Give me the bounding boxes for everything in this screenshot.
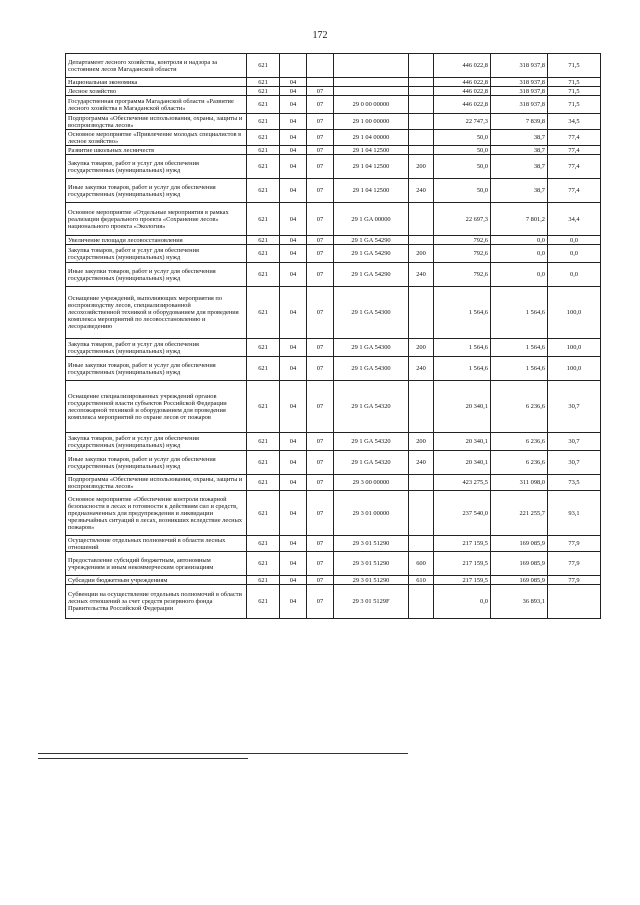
cell-subsection: 07: [307, 475, 334, 491]
cell-target: 29 1 GA 54320: [334, 433, 409, 451]
cell-section: 04: [280, 179, 307, 203]
cell-section: 04: [280, 78, 307, 87]
cell-executed: 318 937,8: [491, 78, 548, 87]
cell-subsection: 07: [307, 585, 334, 619]
cell-ministry: 621: [247, 451, 280, 475]
cell-target: 29 3 00 00000: [334, 475, 409, 491]
cell-expense: 240: [409, 451, 434, 475]
cell-ministry: 621: [247, 585, 280, 619]
cell-executed: 7 839,8: [491, 114, 548, 130]
cell-target: 29 3 01 00000: [334, 491, 409, 536]
cell-section: 04: [280, 114, 307, 130]
cell-ministry: 621: [247, 552, 280, 576]
cell-section: 04: [280, 203, 307, 236]
cell-planned: 1 564,6: [434, 357, 491, 381]
cell-expense: 200: [409, 245, 434, 263]
cell-planned: 22 697,3: [434, 203, 491, 236]
cell-planned: 792,6: [434, 245, 491, 263]
cell-expense: [409, 130, 434, 146]
cell-subsection: 07: [307, 87, 334, 96]
cell-executed: 36 893,1: [491, 585, 548, 619]
cell-ministry: 621: [247, 491, 280, 536]
cell-target: 29 1 GA 54300: [334, 287, 409, 339]
cell-percent: 71,5: [548, 54, 601, 78]
cell-expense: [409, 114, 434, 130]
cell-executed: 169 085,9: [491, 576, 548, 585]
cell-percent: 30,7: [548, 381, 601, 433]
bottom-rule: [38, 753, 408, 754]
cell-target: 29 1 GA 54290: [334, 236, 409, 245]
cell-expense: [409, 475, 434, 491]
cell-name: Субвенции на осуществление отдельных полномочий в области лесных отношений за счет средств резервного фонда Правительства Российской Федерации: [66, 585, 247, 619]
table-row: [66, 585, 601, 619]
table-row: [66, 339, 601, 357]
cell-planned: 237 540,0: [434, 491, 491, 536]
cell-planned: 0,0: [434, 585, 491, 619]
cell-name: Увеличение площади лесовосстановления: [66, 236, 247, 245]
cell-subsection: 07: [307, 357, 334, 381]
cell-planned: 217 159,5: [434, 536, 491, 552]
cell-percent: 71,5: [548, 96, 601, 114]
cell-percent: 77,4: [548, 130, 601, 146]
table-row: [66, 287, 601, 339]
cell-target: 29 3 01 51290: [334, 576, 409, 585]
cell-expense: [409, 536, 434, 552]
cell-executed: 1 564,6: [491, 287, 548, 339]
cell-section: 04: [280, 475, 307, 491]
cell-executed: 318 937,8: [491, 87, 548, 96]
cell-planned: 20 340,1: [434, 451, 491, 475]
cell-expense: [409, 96, 434, 114]
cell-expense: [409, 491, 434, 536]
cell-subsection: [307, 78, 334, 87]
cell-planned: 446 022,8: [434, 87, 491, 96]
cell-name: Основное мероприятие «Привлечение молодых специалистов в лесное хозяйство»: [66, 130, 247, 146]
table-row: [66, 576, 601, 585]
cell-subsection: 07: [307, 536, 334, 552]
cell-section: 04: [280, 96, 307, 114]
cell-ministry: 621: [247, 536, 280, 552]
cell-section: 04: [280, 263, 307, 287]
cell-section: 04: [280, 146, 307, 155]
cell-expense: 200: [409, 433, 434, 451]
cell-executed: 0,0: [491, 263, 548, 287]
cell-subsection: 07: [307, 114, 334, 130]
cell-target: 29 3 01 51290: [334, 536, 409, 552]
cell-name: Оснащение специализированных учреждений органов государственной власти субъектов Российской Федерации лесопожарной техникой и оборудованием для проведения комплекса мероприятий по охране лесов от пожаров: [66, 381, 247, 433]
cell-ministry: 621: [247, 381, 280, 433]
cell-planned: 1 564,6: [434, 339, 491, 357]
cell-executed: 6 236,6: [491, 381, 548, 433]
table-row: [66, 433, 601, 451]
cell-target: 29 1 00 00000: [334, 114, 409, 130]
cell-executed: 6 236,6: [491, 433, 548, 451]
cell-name: Национальная экономика: [66, 78, 247, 87]
cell-name: Основное мероприятие «Обеспечение контроля пожарной безопасности в лесах и готовности к действиям сил и средств, предназначенных для предупреждения и ликвидации чрезвычайных ситуаций в лесах, возникших вследствие лесных пожаров»: [66, 491, 247, 536]
cell-target: 29 1 GA 00000: [334, 203, 409, 236]
cell-percent: 77,4: [548, 155, 601, 179]
cell-name: Департамент лесного хозяйства, контроля и надзора за состоянием лесов Магаданской области: [66, 54, 247, 78]
cell-planned: 217 159,5: [434, 552, 491, 576]
cell-ministry: 621: [247, 87, 280, 96]
cell-subsection: 07: [307, 146, 334, 155]
cell-expense: [409, 381, 434, 433]
cell-planned: 217 159,5: [434, 576, 491, 585]
cell-executed: 38,7: [491, 155, 548, 179]
cell-planned: 446 022,8: [434, 96, 491, 114]
cell-executed: 38,7: [491, 130, 548, 146]
cell-planned: 1 564,6: [434, 287, 491, 339]
cell-percent: 0,0: [548, 236, 601, 245]
cell-expense: [409, 146, 434, 155]
cell-planned: 792,6: [434, 236, 491, 245]
cell-ministry: 621: [247, 146, 280, 155]
cell-name: Закупка товаров, работ и услуг для обеспечения государственных (муниципальных) нужд: [66, 155, 247, 179]
table-row: [66, 263, 601, 287]
cell-section: 04: [280, 433, 307, 451]
cell-subsection: 07: [307, 155, 334, 179]
cell-section: 04: [280, 381, 307, 433]
page-number: 172: [312, 30, 328, 41]
cell-section: 04: [280, 236, 307, 245]
cell-target: 29 1 GA 54320: [334, 381, 409, 433]
cell-subsection: 07: [307, 552, 334, 576]
table-row: [66, 130, 601, 146]
cell-executed: 6 236,6: [491, 451, 548, 475]
cell-percent: 71,5: [548, 87, 601, 96]
cell-executed: 1 564,6: [491, 357, 548, 381]
cell-name: Закупка товаров, работ и услуг для обеспечения государственных (муниципальных) нужд: [66, 245, 247, 263]
cell-planned: 20 340,1: [434, 381, 491, 433]
table-row: [66, 536, 601, 552]
cell-ministry: 621: [247, 236, 280, 245]
cell-subsection: 07: [307, 203, 334, 236]
cell-ministry: 621: [247, 433, 280, 451]
cell-target: 29 1 04 00000: [334, 130, 409, 146]
cell-name: Иные закупки товаров, работ и услуг для обеспечения государственных (муниципальных) нужд: [66, 179, 247, 203]
cell-target: 29 1 GA 54300: [334, 357, 409, 381]
cell-ministry: 621: [247, 130, 280, 146]
cell-subsection: 07: [307, 339, 334, 357]
cell-target: 29 1 04 12500: [334, 155, 409, 179]
cell-expense: 600: [409, 552, 434, 576]
cell-percent: 71,5: [548, 78, 601, 87]
cell-target: [334, 54, 409, 78]
cell-ministry: 621: [247, 114, 280, 130]
table-row: [66, 87, 601, 96]
cell-expense: 240: [409, 357, 434, 381]
cell-name: Иные закупки товаров, работ и услуг для обеспечения государственных (муниципальных) нужд: [66, 357, 247, 381]
cell-planned: 446 022,8: [434, 78, 491, 87]
cell-expense: 200: [409, 155, 434, 179]
cell-subsection: 07: [307, 491, 334, 536]
cell-executed: 318 937,8: [491, 96, 548, 114]
cell-name: Подпрограмма «Обеспечение использования, охраны, защиты и воспроизводства лесов»: [66, 475, 247, 491]
budget-table: [65, 53, 601, 619]
cell-name: Осуществление отдельных полномочий в области лесных отношений: [66, 536, 247, 552]
cell-name: Развитие школьных лесничеств: [66, 146, 247, 155]
cell-target: [334, 78, 409, 87]
cell-section: 04: [280, 536, 307, 552]
cell-planned: 20 340,1: [434, 433, 491, 451]
cell-section: 04: [280, 130, 307, 146]
cell-section: 04: [280, 585, 307, 619]
cell-ministry: 621: [247, 357, 280, 381]
cell-subsection: 07: [307, 130, 334, 146]
table-row: [66, 245, 601, 263]
cell-target: 29 1 GA 54300: [334, 339, 409, 357]
cell-percent: 100,0: [548, 287, 601, 339]
cell-subsection: [307, 54, 334, 78]
cell-percent: [548, 585, 601, 619]
cell-name: Закупка товаров, работ и услуг для обеспечения государственных (муниципальных) нужд: [66, 433, 247, 451]
cell-name: Подпрограмма «Обеспечение использования, охраны, защиты и воспроизводства лесов»: [66, 114, 247, 130]
cell-section: 04: [280, 552, 307, 576]
cell-percent: 30,7: [548, 433, 601, 451]
cell-planned: 50,0: [434, 155, 491, 179]
table-row: [66, 381, 601, 433]
bottom-rule-short: [38, 758, 248, 759]
cell-percent: 0,0: [548, 263, 601, 287]
cell-ministry: 621: [247, 179, 280, 203]
cell-ministry: 621: [247, 263, 280, 287]
budget-table-body: [66, 54, 601, 619]
cell-subsection: 07: [307, 263, 334, 287]
cell-planned: 50,0: [434, 146, 491, 155]
cell-expense: 240: [409, 263, 434, 287]
cell-ministry: 621: [247, 78, 280, 87]
cell-ministry: 621: [247, 96, 280, 114]
cell-target: 29 0 00 00000: [334, 96, 409, 114]
cell-percent: 77,4: [548, 179, 601, 203]
cell-name: Иные закупки товаров, работ и услуг для обеспечения государственных (муниципальных) нужд: [66, 263, 247, 287]
cell-subsection: 07: [307, 96, 334, 114]
cell-ministry: 621: [247, 245, 280, 263]
table-row: [66, 155, 601, 179]
cell-section: 04: [280, 576, 307, 585]
cell-percent: 73,5: [548, 475, 601, 491]
cell-percent: 100,0: [548, 339, 601, 357]
table-row: [66, 146, 601, 155]
cell-planned: 50,0: [434, 179, 491, 203]
cell-subsection: 07: [307, 576, 334, 585]
cell-target: [334, 87, 409, 96]
cell-target: 29 1 GA 54290: [334, 263, 409, 287]
cell-expense: 200: [409, 339, 434, 357]
cell-executed: 1 564,6: [491, 339, 548, 357]
cell-executed: 169 085,9: [491, 536, 548, 552]
cell-percent: 77,9: [548, 536, 601, 552]
cell-name: Лесное хозяйство: [66, 87, 247, 96]
table-row: [66, 203, 601, 236]
cell-name: Субсидии бюджетным учреждениям: [66, 576, 247, 585]
table-row: [66, 78, 601, 87]
cell-planned: 22 747,3: [434, 114, 491, 130]
cell-ministry: 621: [247, 155, 280, 179]
cell-executed: 7 801,2: [491, 203, 548, 236]
cell-expense: [409, 78, 434, 87]
cell-percent: 34,5: [548, 114, 601, 130]
table-row: [66, 96, 601, 114]
cell-executed: 221 255,7: [491, 491, 548, 536]
cell-section: 04: [280, 357, 307, 381]
cell-percent: 77,9: [548, 552, 601, 576]
cell-ministry: 621: [247, 54, 280, 78]
cell-planned: 446 022,8: [434, 54, 491, 78]
cell-percent: 0,0: [548, 245, 601, 263]
cell-target: 29 1 04 12500: [334, 179, 409, 203]
cell-ministry: 621: [247, 475, 280, 491]
table-row: [66, 357, 601, 381]
cell-subsection: 07: [307, 433, 334, 451]
cell-subsection: 07: [307, 287, 334, 339]
cell-name: Основное мероприятие «Отдельные мероприятия в рамках реализации федерального проекта «Сохранение лесов» национального проекта «Экология»: [66, 203, 247, 236]
cell-expense: [409, 287, 434, 339]
cell-section: 04: [280, 491, 307, 536]
cell-ministry: 621: [247, 203, 280, 236]
cell-subsection: 07: [307, 451, 334, 475]
cell-expense: [409, 236, 434, 245]
cell-percent: 77,4: [548, 146, 601, 155]
table-row: [66, 114, 601, 130]
cell-executed: 0,0: [491, 236, 548, 245]
cell-target: 29 1 04 12500: [334, 146, 409, 155]
cell-section: 04: [280, 87, 307, 96]
cell-percent: 100,0: [548, 357, 601, 381]
cell-expense: [409, 54, 434, 78]
cell-expense: 240: [409, 179, 434, 203]
cell-section: 04: [280, 287, 307, 339]
cell-expense: [409, 203, 434, 236]
cell-executed: 318 937,8: [491, 54, 548, 78]
table-row: [66, 491, 601, 536]
cell-section: 04: [280, 155, 307, 179]
table-row: [66, 236, 601, 245]
cell-subsection: 07: [307, 245, 334, 263]
cell-percent: 93,1: [548, 491, 601, 536]
cell-section: [280, 54, 307, 78]
cell-executed: 38,7: [491, 179, 548, 203]
cell-expense: 610: [409, 576, 434, 585]
cell-planned: 792,6: [434, 263, 491, 287]
cell-ministry: 621: [247, 339, 280, 357]
cell-target: 29 1 GA 54320: [334, 451, 409, 475]
cell-planned: 423 275,5: [434, 475, 491, 491]
cell-target: 29 3 01 5129F: [334, 585, 409, 619]
cell-executed: 0,0: [491, 245, 548, 263]
cell-target: 29 3 01 51290: [334, 552, 409, 576]
table-row: [66, 179, 601, 203]
cell-expense: [409, 585, 434, 619]
cell-name: Предоставление субсидий бюджетным, автономным учреждениям и иным некоммерческим организациям: [66, 552, 247, 576]
cell-subsection: 07: [307, 236, 334, 245]
cell-ministry: 621: [247, 576, 280, 585]
cell-section: 04: [280, 245, 307, 263]
table-row: [66, 475, 601, 491]
table-row: [66, 552, 601, 576]
cell-executed: 38,7: [491, 146, 548, 155]
cell-target: 29 1 GA 54290: [334, 245, 409, 263]
cell-subsection: 07: [307, 381, 334, 433]
cell-name: Закупка товаров, работ и услуг для обеспечения государственных (муниципальных) нужд: [66, 339, 247, 357]
cell-percent: 34,4: [548, 203, 601, 236]
table-row: [66, 54, 601, 78]
cell-executed: 169 085,9: [491, 552, 548, 576]
cell-percent: 77,9: [548, 576, 601, 585]
cell-name: Иные закупки товаров, работ и услуг для обеспечения государственных (муниципальных) нужд: [66, 451, 247, 475]
cell-section: 04: [280, 451, 307, 475]
cell-ministry: 621: [247, 287, 280, 339]
cell-planned: 50,0: [434, 130, 491, 146]
cell-executed: 311 098,0: [491, 475, 548, 491]
cell-subsection: 07: [307, 179, 334, 203]
table-row: [66, 451, 601, 475]
cell-name: Оснащение учреждений, выполняющих мероприятия по воспроизводству лесов, специализированной лесохозяйственной техникой и оборудованием для проведения комплекса мероприятий по лесовосстановлению и лесоразведению: [66, 287, 247, 339]
cell-name: Государственная программа Магаданской области «Развитие лесного хозяйства в Магаданской области»: [66, 96, 247, 114]
cell-section: 04: [280, 339, 307, 357]
cell-expense: [409, 87, 434, 96]
cell-percent: 30,7: [548, 451, 601, 475]
